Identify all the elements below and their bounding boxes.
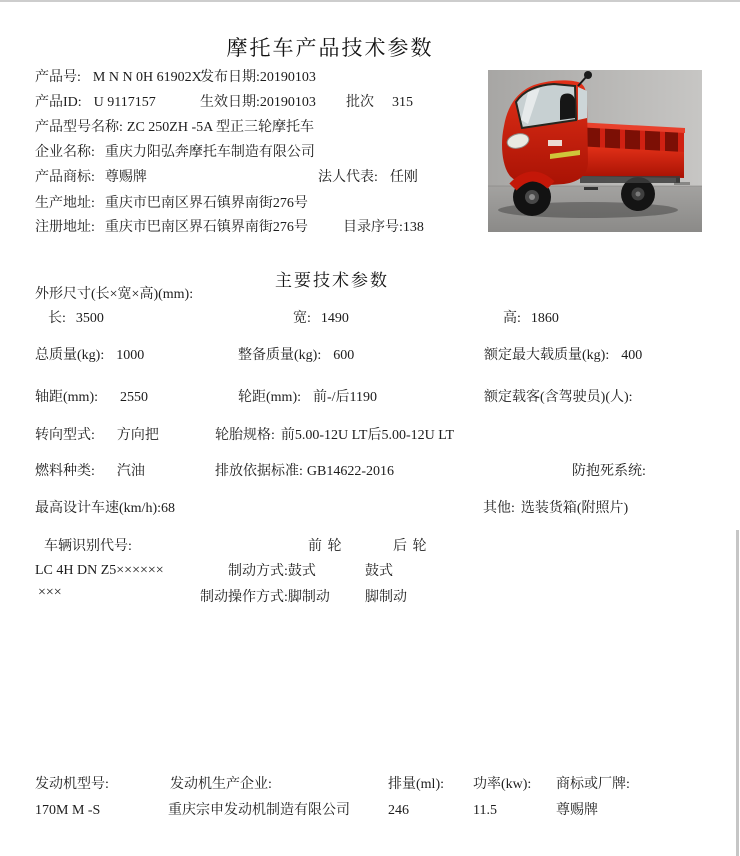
field-dimensions [35,288,193,302]
abs-label: 防抱死系统: [572,464,646,479]
product-id-label: 产品ID: [35,95,82,110]
engine-model-value: 170M M -S [35,803,101,818]
batch-label: 批次 [346,95,374,110]
production-addr-label: 生产地址: [35,196,95,211]
trademark-label: 产品商标: [35,170,95,185]
max-load-label: 额定最大载质量(kg): [484,348,610,363]
field-catalog-no [343,221,424,235]
brake-type-front-value: 鼓式 [287,564,316,579]
company-value: 重庆力阳弘奔摩托车制造有限公司 [104,145,315,160]
dimensions-label: 外形尺寸(长×宽×高)(mm): [35,287,194,302]
curb-mass-value: 600 [333,348,355,363]
tyre-value: 前5.00-12U LT后5.00-12U LT [280,428,455,443]
field-abs [572,465,646,479]
field-tyre [215,429,454,443]
max-speed-label: 最高设计车速(km/h): [35,501,161,516]
width-value: 1490 [320,311,349,326]
engine-displacement-value: 246 [388,803,409,818]
section-title-main-params: 主要技术参数 [275,271,389,290]
batch-value: 315 [392,95,413,110]
emission-value: GB14622-2016 [306,464,395,479]
field-legal-rep [318,171,418,185]
field-curb-mass [238,349,354,363]
length-label: 长: [48,311,66,326]
vin-label: 车辆识别代号: [44,539,132,554]
steering-label: 转向型式: [35,428,95,443]
track-label: 轮距(mm): [238,390,301,405]
effective-date-label: 生效日期: [200,95,260,110]
rear-wheel-column-header: 后 轮 [393,539,428,554]
product-no-value: M N N 0H 61902X [92,70,202,85]
front-wheel-column-header: 前 轮 [308,539,343,554]
field-other [483,502,628,516]
effective-date-value: 20190103 [259,95,316,110]
product-id-value: U 9117157 [93,95,156,110]
vertical-scrollbar[interactable] [736,530,739,856]
engine-model-label: 发动机型号: [35,777,109,792]
emission-label: 排放依据标准: [215,464,303,479]
engine-brand-value: 尊赐牌 [556,803,598,818]
engine-manufacturer-label: 发动机生产企业: [170,777,272,792]
field-length [48,312,104,326]
trademark-value: 尊赐牌 [104,170,147,185]
registered-addr-value: 重庆市巴南区界石镇界南街276号 [104,220,308,235]
other-value: 选装货箱(附照片) [520,501,629,516]
legal-rep-label: 法人代表: [318,170,378,185]
field-batch [346,96,413,110]
engine-manufacturer-value: 重庆宗申发动机制造有限公司 [168,803,350,818]
other-label: 其他: [483,501,515,516]
field-emission [215,465,394,479]
page-title: 摩托车产品技术参数 [226,36,434,60]
registered-addr-label: 注册地址: [35,220,95,235]
brake-op-rear-value: 脚制动 [365,590,407,605]
model-name-value: ZC 250ZH -5A 型正三轮摩托车 [126,120,314,135]
field-track [238,391,377,405]
engine-power-value: 11.5 [473,803,497,818]
mirror [584,71,592,79]
field-product-no [35,71,202,85]
catalog-no-value: 138 [402,220,424,235]
model-name-label: 产品型号名称: [35,120,123,135]
width-label: 宽: [293,311,311,326]
tyre-label: 轮胎规格: [215,428,275,443]
company-label: 企业名称: [35,145,95,160]
field-steering [35,429,159,443]
height-value: 1860 [530,311,559,326]
brake-op-label: 制动操作方式: [200,590,288,605]
field-wheelbase [35,391,148,405]
field-height [503,312,559,326]
height-label: 高: [503,311,521,326]
field-max-load [484,349,642,363]
driver-seat [560,93,575,120]
passengers-label: 额定载客(含驾驶员)(人): [484,390,633,405]
wheelbase-value: 2550 [120,390,148,405]
max-speed-value: 68 [161,501,175,516]
field-passengers [484,391,633,405]
total-mass-label: 总质量(kg): [35,348,105,363]
release-date-label: 发布日期: [200,70,260,85]
vin-line-2: ××× [38,585,62,600]
engine-displacement-label: 排量(ml): [388,777,444,792]
field-brake-type [228,565,316,579]
total-mass-value: 1000 [116,348,145,363]
field-trademark [35,171,147,185]
vin-line-1: LC 4H DN Z5×××××× [35,563,164,578]
field-registered-addr [35,221,308,235]
wheelbase-label: 轴距(mm): [35,390,98,405]
catalog-no-label: 目录序号: [343,220,403,235]
track-value: 前-/后1190 [313,390,378,405]
length-value: 3500 [75,311,104,326]
fuel-label: 燃料种类: [35,464,95,479]
release-date-value: 20190103 [259,70,316,85]
field-production-addr [35,197,308,211]
field-model-name [35,121,314,135]
max-load-value: 400 [621,348,643,363]
product-photo [488,70,702,232]
field-fuel [35,465,145,479]
cab-side-window [578,87,587,120]
fuel-value: 汽油 [116,464,145,479]
field-product-id [35,96,156,110]
production-addr-value: 重庆市巴南区界石镇界南街276号 [104,196,308,211]
field-width [293,312,349,326]
curb-mass-label: 整备质量(kg): [238,348,322,363]
steering-value: 方向把 [116,428,159,443]
legal-rep-value: 任刚 [389,170,418,185]
page-top-divider [0,0,740,2]
engine-power-label: 功率(kw): [473,777,532,792]
field-total-mass [35,349,144,363]
field-effective-date [200,96,316,110]
brake-type-label: 制动方式: [228,564,288,579]
brake-op-front-value: 脚制动 [287,590,330,605]
engine-brand-label: 商标或厂牌: [556,777,630,792]
field-company [35,146,315,160]
field-vin [44,540,132,554]
field-max-speed [35,502,175,516]
field-release-date [200,71,316,85]
product-no-label: 产品号: [35,70,81,85]
field-brake-op [200,591,330,605]
brake-type-rear-value: 鼓式 [365,564,393,579]
